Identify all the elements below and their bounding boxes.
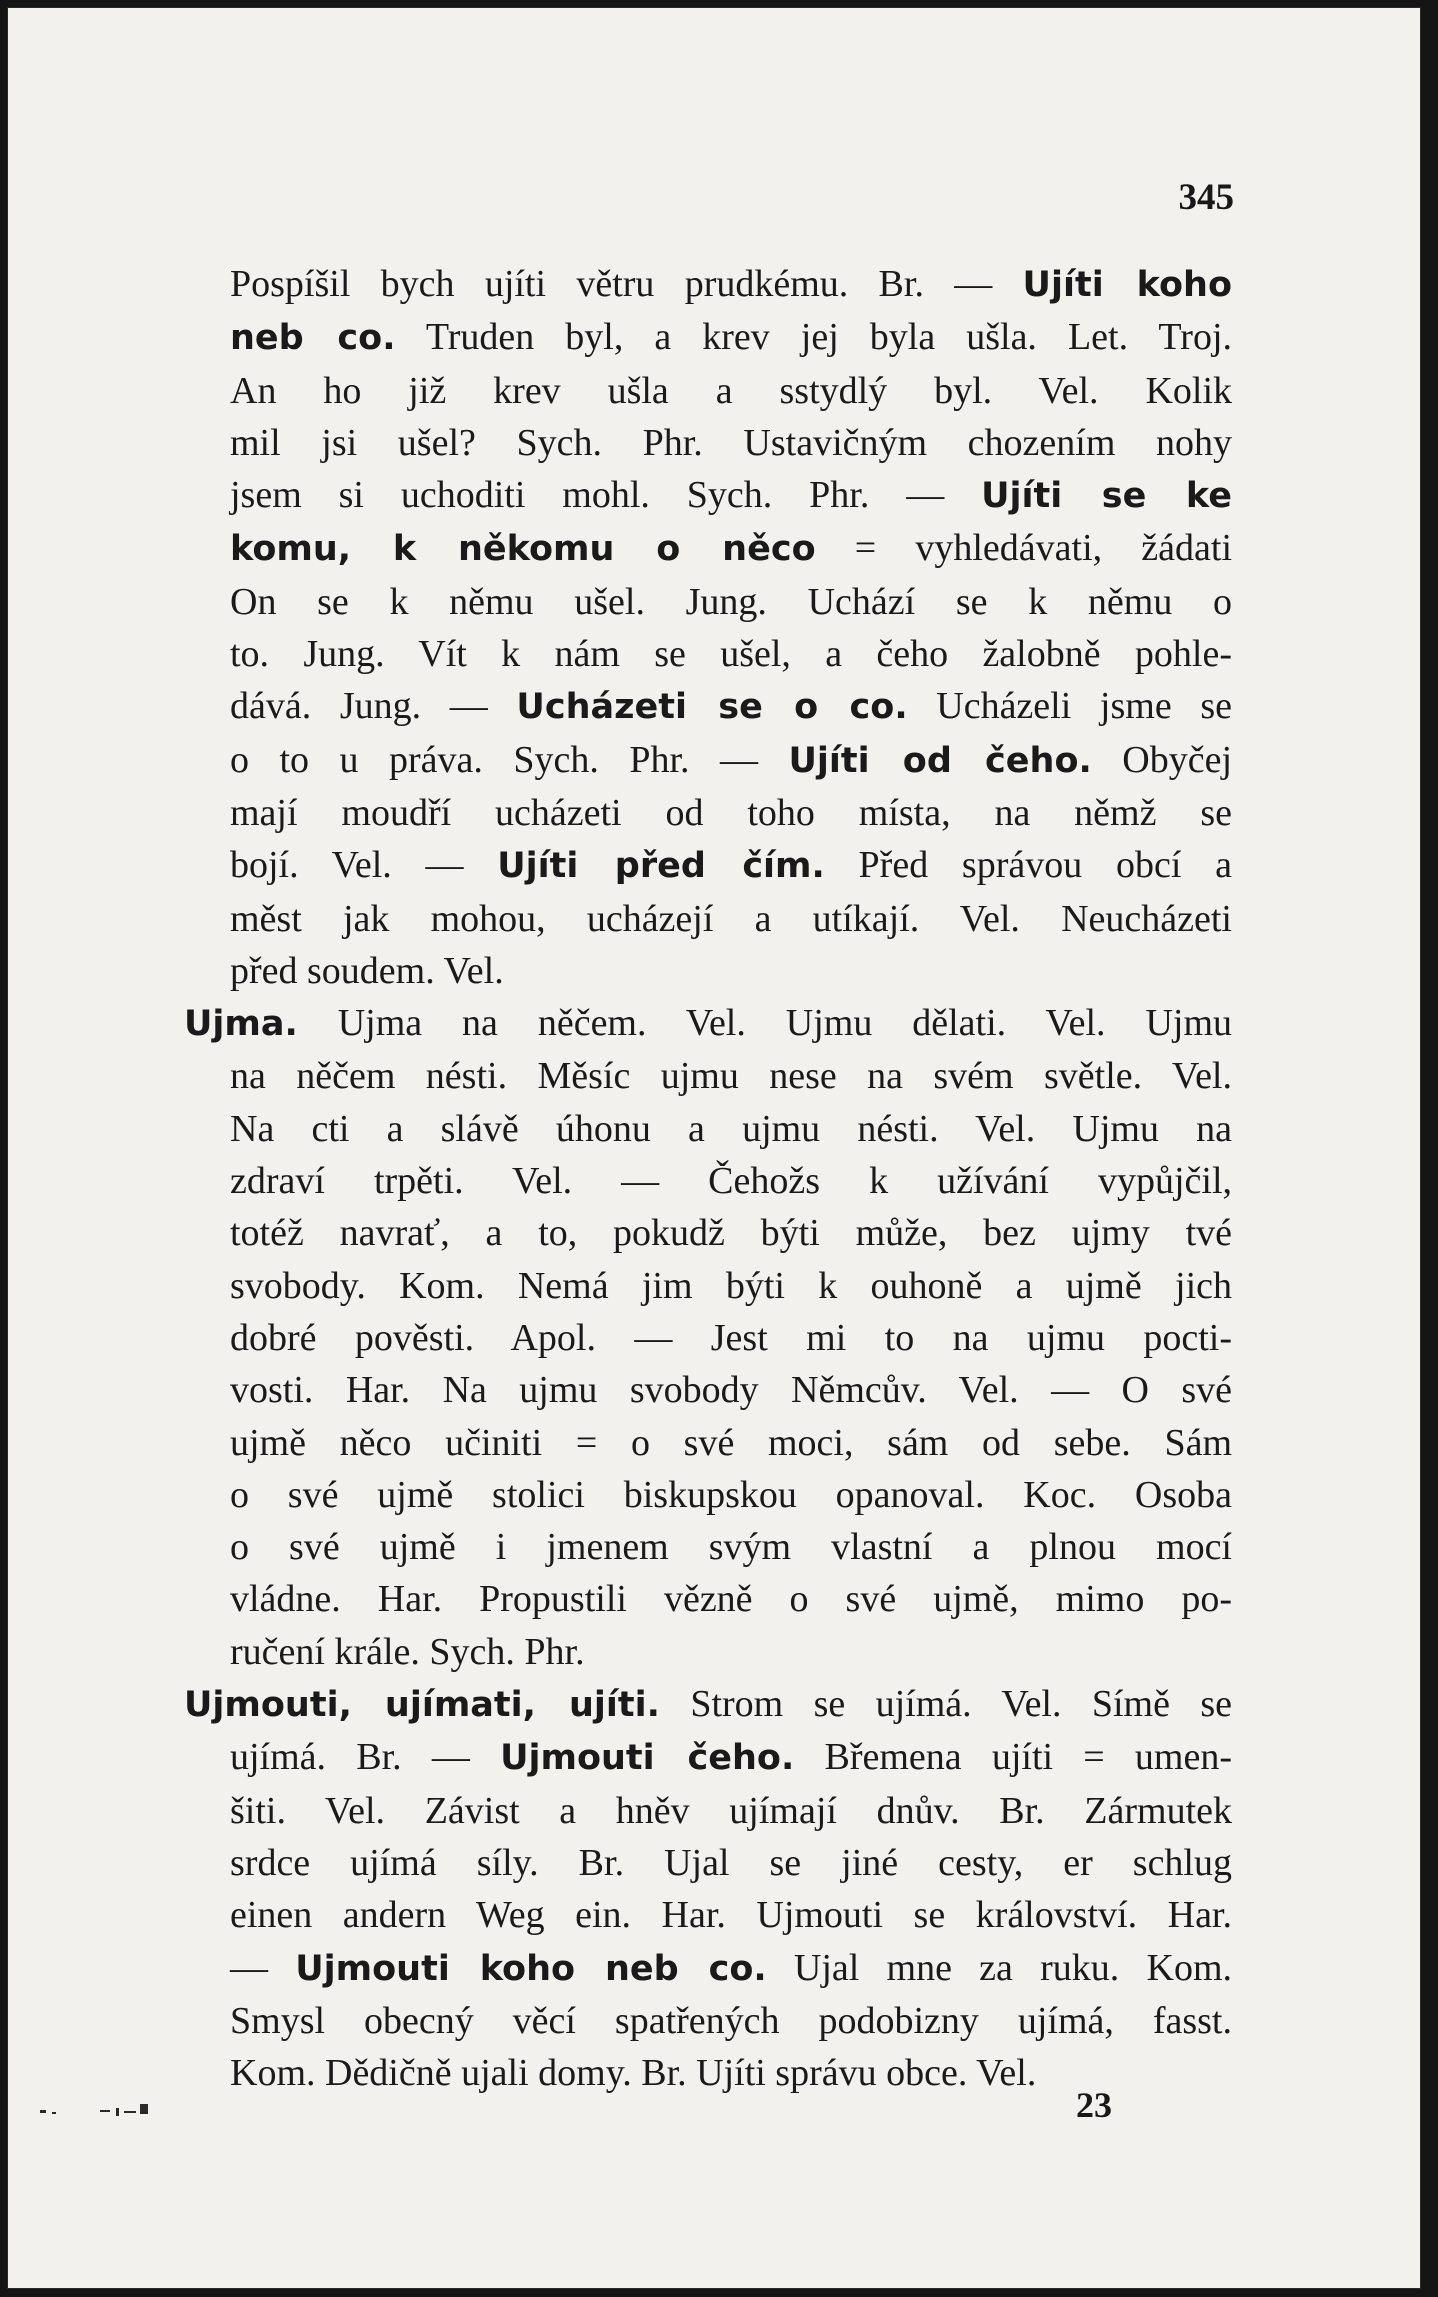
bold-term: Ujmouti čeho. <box>500 1738 795 1779</box>
text-line <box>230 1417 1232 1469</box>
text-run: o své ujmě stolici biskupskou opanoval. Koc. Osoba <box>230 1473 1232 1516</box>
signature-mark: 23 <box>1076 2085 1112 2125</box>
text-run: Kom. Dědičně ujali domy. Br. Ujíti správu obce. Vel. <box>230 2052 1037 2095</box>
text-line <box>230 1889 1232 1941</box>
text-line <box>230 839 1232 892</box>
text-run: šiti. Vel. Závist a hněv ujímají dnův. Br. Zármutek <box>230 1789 1232 1832</box>
text-line <box>230 522 1232 575</box>
text-run: srdce ujímá síly. Br. Ujal se jiné cesty, er schlug <box>230 1841 1232 1884</box>
bold-term: neb co. <box>230 318 396 359</box>
text-run: An ho již krev ušla a sstydlý byl. Vel. Kolik <box>230 369 1232 412</box>
text-line <box>230 1995 1232 2047</box>
text-line <box>230 945 1232 997</box>
text-run: Strom se ujímá. Vel. Símě se <box>659 1683 1233 1726</box>
text-run: dává. Jung. — <box>230 685 517 728</box>
text-run: On se k němu ušel. Jung. Uchází se k němu o <box>230 580 1232 623</box>
bold-term: Ujíti se ke <box>981 476 1232 517</box>
text-run: Ujal mne za ruku. Kom. <box>766 1946 1233 1989</box>
text-run: Obyčej <box>1091 738 1233 781</box>
text-run: před soudem. Vel. <box>230 949 504 992</box>
text-line <box>230 680 1232 733</box>
entry-headword-line <box>184 1678 1232 1731</box>
bold-term: Ujmouti koho neb co. <box>295 1948 767 1989</box>
bold-term: komu, k někomu o něco <box>230 529 816 570</box>
text-line <box>230 1469 1232 1521</box>
text-line <box>230 1731 1232 1784</box>
text-line <box>230 1155 1232 1207</box>
text-run: Pospíšil bych ujíti větru prudkému. Br. — <box>230 263 1023 305</box>
text-run: vosti. Har. Na ujmu svobody Němcův. Vel. — O své <box>230 1369 1232 1412</box>
text-line <box>230 1837 1232 1889</box>
text-run: Ucházeli jsme se <box>907 685 1232 728</box>
text-line <box>230 628 1232 680</box>
text-run: einen andern Weg ein. Har. Ujmouti se království. Har. <box>230 1894 1232 1937</box>
text-run: mají moudří ucházeti od toho místa, na němž se <box>230 791 1232 834</box>
text-line <box>230 576 1232 628</box>
text-line <box>230 1207 1232 1259</box>
bold-term: Ujmouti, ujímati, ujíti. <box>184 1685 660 1726</box>
text-line <box>230 1260 1232 1312</box>
page-number: 345 <box>1178 177 1234 218</box>
text-run: Truden byl, a krev jej byla ušla. Let. Troj. <box>395 316 1233 359</box>
text-run: měst jak mohou, ucházejí a utíkají. Vel. Neucházeti <box>230 897 1232 940</box>
text-run: na něčem nésti. Měsíc ujmu nese na svém světle. Vel. <box>230 1055 1232 1098</box>
text-run: Na cti a slávě úhonu a ujmu nésti. Vel. Ujmu na <box>230 1107 1232 1150</box>
text-run: o své ujmě i jmenem svým vlastní a plnou mocí <box>230 1526 1232 1569</box>
text-run: Ujma na něčem. Vel. Ujmu dělati. Vel. Ujmu <box>297 1002 1232 1045</box>
text-line <box>230 1312 1232 1364</box>
text-line <box>230 1364 1232 1416</box>
text-run: vládne. Har. Propustili vězně o své ujmě, mimo po- <box>230 1578 1232 1621</box>
text-run: svobody. Kom. Nemá jim býti k ouhoně a ujmě jich <box>230 1264 1232 1307</box>
ink-smudge <box>36 2096 156 2126</box>
text-run: jsem si uchoditi mohl. Sych. Phr. — <box>230 474 982 517</box>
text-run: o to u práva. Sych. Phr. — <box>230 738 789 781</box>
text-line <box>230 1626 1232 1678</box>
text-run: dobré pověsti. Apol. — Jest mi to na ujmu pocti- <box>230 1316 1232 1359</box>
text-line <box>230 893 1232 945</box>
text-run: totéž navrať, a to, pokudž býti může, bez ujmy tvé <box>230 1212 1232 1255</box>
text-line <box>230 311 1232 364</box>
text-line <box>230 258 1232 311</box>
text-run: mil jsi ušel? Sych. Phr. Ustavičným chozením nohy <box>230 421 1232 464</box>
book-page <box>8 8 1420 2288</box>
text-line <box>230 469 1232 522</box>
text-run: — <box>230 1946 296 1989</box>
entry-headword-line <box>184 997 1232 1050</box>
text-run: bojí. Vel. — <box>230 844 498 887</box>
text-line <box>230 1942 1232 1995</box>
bold-term: Ujma. <box>184 1004 298 1045</box>
text-line <box>230 1573 1232 1625</box>
bold-term: Ujíti od čeho. <box>788 740 1092 781</box>
text-run: to. Jung. Vít k nám se ušel, a čeho žalobně pohle- <box>230 633 1232 676</box>
text-run: Břemena ujíti = umen- <box>794 1736 1232 1779</box>
text-run: = vyhledávati, žádati <box>815 527 1233 570</box>
text-run: ujímá. Br. — <box>230 1736 501 1779</box>
text-run: Před správou obcí a <box>824 844 1232 887</box>
text-run: ujmě něco učiniti = o své moci, sám od sebe. Sám <box>230 1421 1232 1464</box>
text-line <box>230 1050 1232 1102</box>
bold-term: Ujíti koho <box>1022 265 1233 305</box>
text-line <box>230 787 1232 839</box>
bold-term: Ujíti před čím. <box>497 846 825 887</box>
text-line <box>230 365 1232 417</box>
text-line <box>230 1103 1232 1155</box>
bold-term: Ucházeti se o co. <box>516 687 908 728</box>
text-line <box>230 1521 1232 1573</box>
text-line <box>230 734 1232 787</box>
text-run: zdraví trpěti. Vel. — Čehožs k užívání vypůjčil, <box>230 1160 1232 1203</box>
text-line <box>230 417 1232 469</box>
text-line <box>230 1785 1232 1837</box>
text-run: Smysl obecný věcí spatřených podobizny ujímá, fasst. <box>230 1999 1232 2042</box>
dictionary-text <box>184 258 1233 2099</box>
text-run: ručení krále. Sych. Phr. <box>230 1630 585 1673</box>
